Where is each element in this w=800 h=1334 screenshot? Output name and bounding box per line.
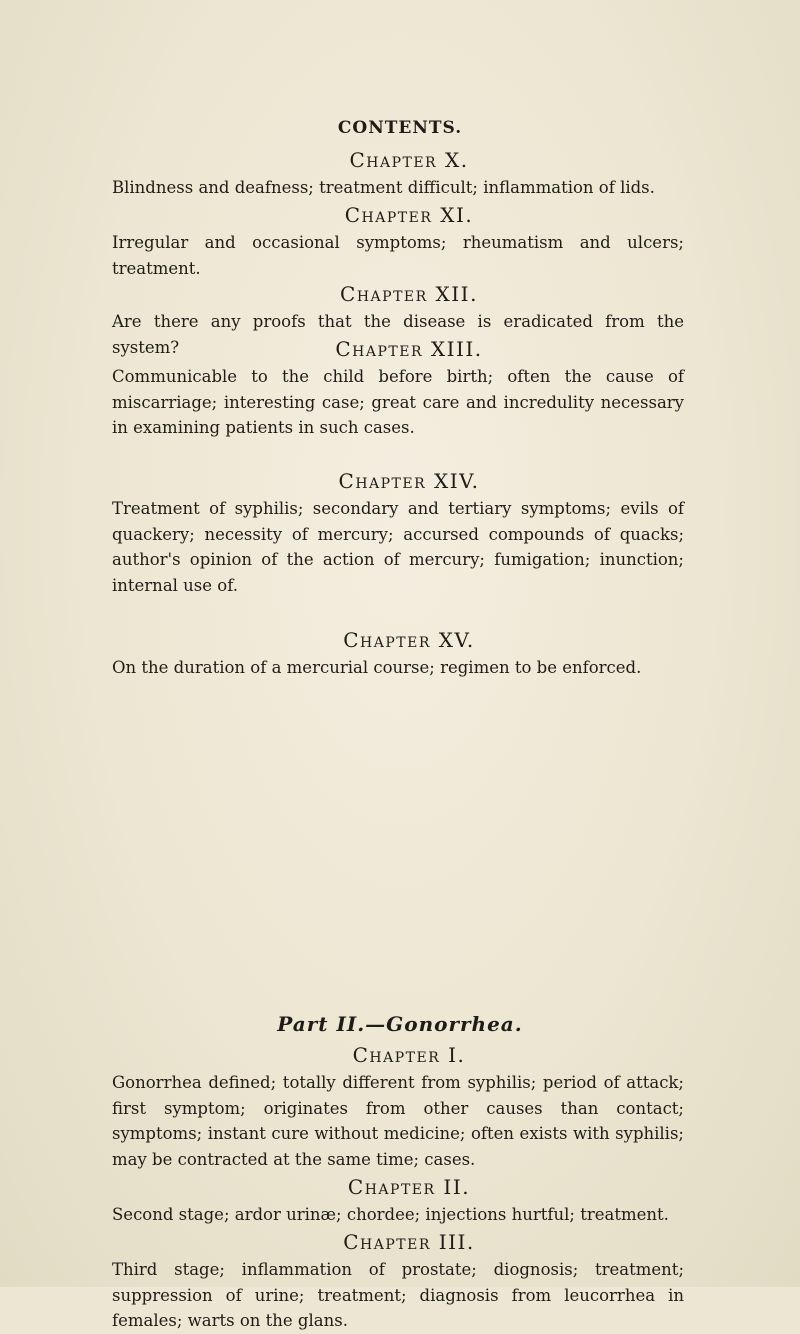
chapter-summary: Third stage; inflammation of prostate; diognosis; treatment; suppression of urine; treatment; diagnosis from leucorrhea in females; warts on the glans.	[112, 1260, 684, 1330]
chapter-heading: Chapter XV.	[343, 628, 475, 652]
chapter-summary: Gonorrhea defined; totally different from syphilis; period of attack; first symptom; originates from other causes than contact; symptoms; instant cure without medicine; often exists with syphilis; may be contracted at the same time; cases.	[112, 1073, 684, 1169]
chapter-entry	[112, 334, 684, 441]
chapter-entry	[112, 145, 684, 201]
chapter-heading: Chapter I.	[352, 1043, 466, 1067]
chapter-entry	[112, 1227, 684, 1334]
chapter-heading: Chapter XII.	[340, 282, 478, 306]
chapter-entry	[112, 466, 684, 598]
chapter-heading: Chapter XIV.	[338, 469, 480, 493]
chapter-summary: Second stage; ardor urinæ; chordee; injections hurtful; treatment.	[112, 1205, 669, 1224]
chapter-entry	[112, 1040, 684, 1172]
chapter-heading: Chapter III.	[343, 1230, 475, 1254]
chapter-entry	[112, 1172, 684, 1228]
chapter-heading: Chapter XIII.	[335, 337, 483, 361]
chapter-entry	[112, 200, 684, 281]
part-title: Part II.—Gonorrhea.	[277, 1012, 523, 1036]
chapter-summary: Treatment of syphilis; secondary and tertiary symptoms; evils of quackery; necessity of mercury; accursed compounds of quacks; author's opinion of the action of mercury; fumigation; inunction; internal use of.	[112, 499, 684, 595]
chapter-summary: Are there any proofs that the disease is eradicated from the system?	[112, 312, 684, 357]
chapter-heading: Chapter II.	[347, 1175, 471, 1199]
chapter-entry	[112, 625, 684, 681]
chapter-summary: Blindness and deafness; treatment difficult; inflammation of lids.	[112, 178, 655, 197]
chapter-heading: Chapter XI.	[344, 203, 474, 227]
running-title: CONTENTS.	[337, 118, 463, 138]
chapter-heading: Chapter X.	[349, 148, 469, 172]
chapter-summary: On the duration of a mercurial course; regimen to be enforced.	[112, 658, 642, 677]
chapter-summary: Communicable to the child before birth; often the cause of miscarriage; interesting case; great care and incredulity necessary in examining patients in such cases.	[112, 367, 684, 437]
chapter-summary: Irregular and occasional symptoms; rheumatism and ulcers; treatment.	[112, 233, 684, 278]
